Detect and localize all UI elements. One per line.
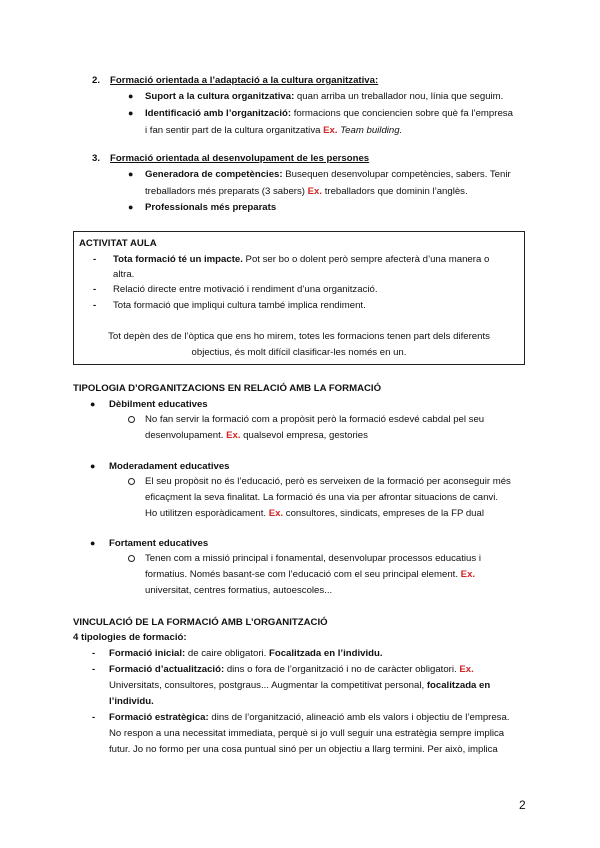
tipologia-text: Tenen com a missió principal i fonamental, desenvolupar processos educatius i: [145, 553, 481, 564]
vinculacio-heading: VINCULACIÓ DE LA FORMACIÓ AMB L’ORGANITZACIÓ: [73, 617, 328, 628]
circle-bullet-icon: [128, 478, 135, 485]
vinculacio-item: Formació estratègica: dins de l’organització, alineació amb els valors i objectiu de l’empresa.: [109, 712, 510, 723]
tipologia-text: eficaçment la seva finalitat. La formació és una via per afrontar situacions de canvi.: [145, 492, 499, 503]
tipologia-text: universitat, centres formatius, autoescoles...: [145, 585, 333, 596]
section-3-title: Formació orientada al desenvolupament de les persones: [110, 153, 370, 164]
bullet-icon: ●: [90, 399, 96, 409]
section-2-number: 2.: [92, 75, 101, 86]
vinculacio-item: Formació d’actualització: dins o fora de l’organització i no de caràcter obligatori. Ex.: [109, 664, 474, 675]
bullet-icon: ●: [90, 538, 96, 548]
list-item-continuation: treballadors més preparats (3 sabers) Ex. treballadors que dominin l’anglès.: [145, 186, 468, 197]
dash-marker: -: [93, 284, 97, 295]
list-item: Generadora de competències: Busequen desenvolupar competències, sabers. Tenir: [145, 169, 511, 180]
circle-bullet-icon: [128, 555, 135, 562]
bullet-icon: ●: [128, 108, 134, 118]
vinculacio-item-continuation: No respon a una necessitat immediata, perquè si jo vull seguir una estratègia sempre implica: [109, 728, 505, 739]
section-2-title: Formació orientada a l’adaptació a la cultura organitzativa:: [110, 75, 379, 86]
vinculacio-subheading: 4 tipologies de formació:: [73, 632, 187, 643]
dash-marker: -: [93, 254, 97, 265]
dash-marker: -: [93, 300, 97, 311]
tipologia-text: desenvolupament. Ex. qualsevol empresa, gestories: [145, 430, 368, 441]
bullet-icon: ●: [128, 169, 134, 179]
dash-marker: -: [92, 664, 96, 675]
circle-bullet-icon: [128, 416, 135, 423]
vinculacio-item-continuation: futur. Jo no formo per una cosa puntual sinó per un objectiu a llarg termini. Per això, implica: [109, 744, 498, 755]
tipologia-heading: TIPOLOGIA D’ORGANITZACIONS EN RELACIÓ AMB LA FORMACIÓ: [73, 383, 382, 394]
vinculacio-item-continuation: Universitats, consultores, postgraus... Augmentar la competitivat personal, focalitzada en: [109, 680, 491, 691]
tipologia-text: formatius. Només basant-se com l’educació com el seu principal element. Ex.: [145, 569, 476, 580]
page-number: 2: [519, 798, 526, 812]
vinculacio-item: Formació inicial: de caire obligatori. Focalitzada en l’individu.: [109, 648, 383, 659]
activitat-conclusion: Tot depèn des de l’òptica que ens ho mirem, totes les formacions tenen part dels diferents: [108, 331, 490, 342]
bullet-icon: ●: [128, 91, 134, 101]
activitat-item-continuation: altra.: [113, 269, 135, 280]
tipologia-group-title: Moderadament educatives: [109, 461, 230, 472]
list-item: Identificació amb l’organització: formacions que conciencien sobre què fa l’empresa: [145, 108, 513, 119]
activitat-item: Tota formació té un impacte. Pot ser bo o dolent però sempre afecterà d’una manera o: [113, 254, 490, 265]
activitat-item: Relació directe entre motivació i rendiment d’una organització.: [113, 284, 378, 295]
list-item-continuation: i fan sentir part de la cultura organitzativa Ex. Team building.: [145, 125, 403, 136]
activitat-item: Tota formació que impliqui cultura també implica rendiment.: [113, 300, 366, 311]
activitat-conclusion: objectius, és molt difícil clasificar-les només en un.: [191, 347, 407, 358]
dash-marker: -: [92, 648, 96, 659]
bullet-icon: ●: [128, 202, 134, 212]
tipologia-group-title: Fortament educatives: [109, 538, 209, 549]
tipologia-text: El seu propòsit no és l’educació, però es serveixen de la formació per aconseguir més: [145, 476, 511, 487]
tipologia-text: No fan servir la formació com a propòsit però la formació esdevé cabdal pel seu: [145, 414, 485, 425]
dash-marker: -: [92, 712, 96, 723]
activitat-heading: ACTIVITAT AULA: [79, 238, 157, 249]
section-3-number: 3.: [92, 153, 101, 164]
tipologia-group-title: Dèbilment educatives: [109, 399, 208, 410]
list-item: Suport a la cultura organitzativa: quan arriba un treballador nou, línia que seguim.: [145, 91, 504, 102]
tipologia-text: Ho utilitzen esporàdicament. Ex. consultores, sindicats, empreses de la FP dual: [145, 508, 484, 519]
vinculacio-item-continuation: l’individu.: [109, 696, 154, 707]
bullet-icon: ●: [90, 461, 96, 471]
list-item: Professionals més preparats: [145, 202, 277, 213]
